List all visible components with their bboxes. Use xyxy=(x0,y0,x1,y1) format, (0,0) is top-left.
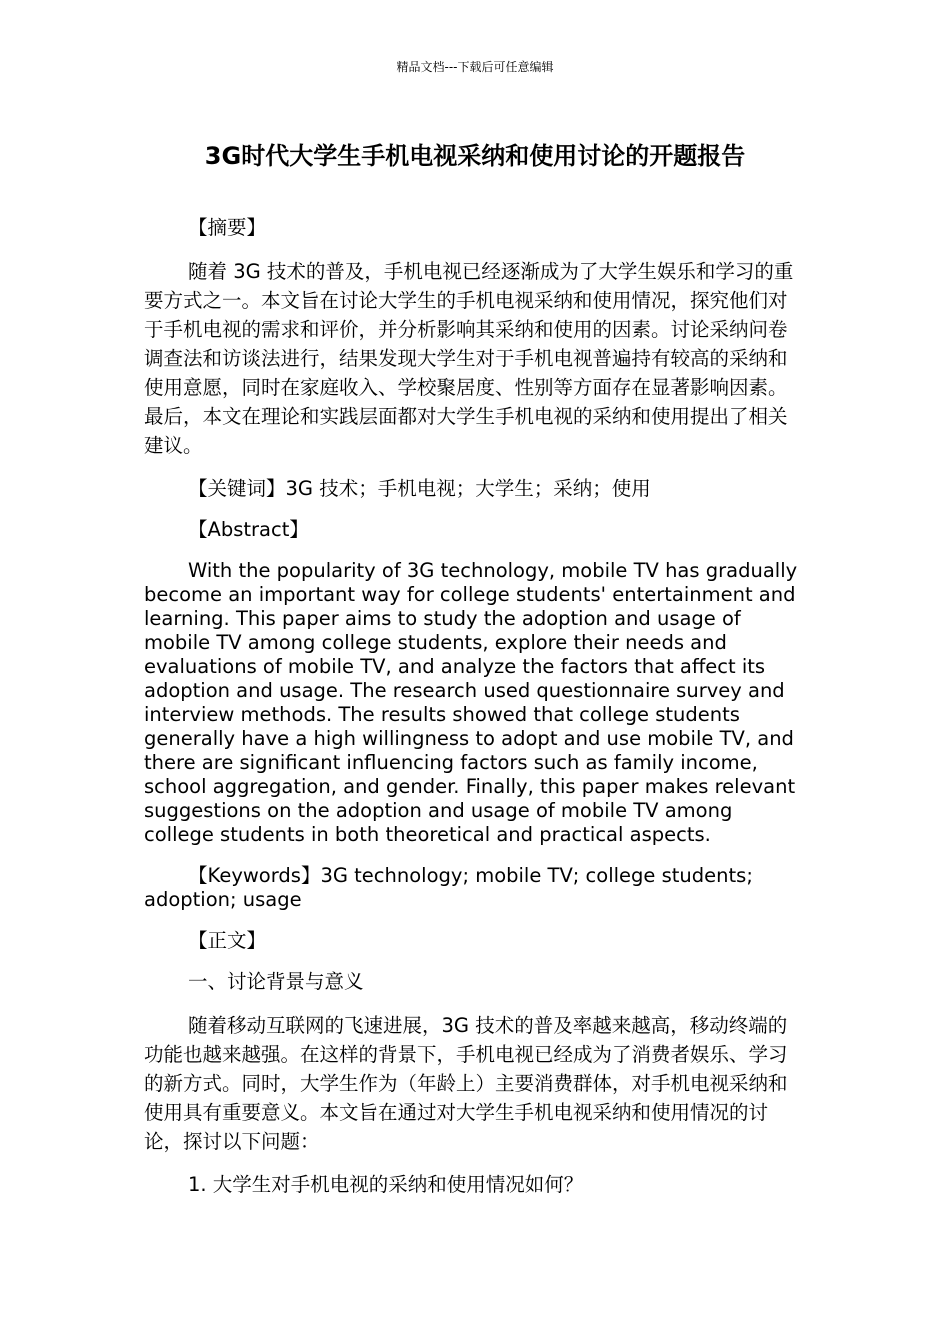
section1-heading: 一、讨论背景与意义 xyxy=(188,970,364,993)
keywords-cn: 【关键词】3G 技术；手机电视；大学生；采纳；使用 xyxy=(188,477,651,500)
abstract-en-paragraph: With the popularity of 3G technology, mobile TV has gradually become an important way for college students' entertainment and learning. This paper aims to study the adoption and usage of mobile TV among college students, explore their needs and evaluations of mobile TV, and analyze the factors that affect its adoption and usage. The research used questionnaire survey and interview methods. The results showed that college students generally have a high willingness to adopt and use mobile TV, and there are significant influencing factors such as family income, school aggregation, and gender. Finally, this paper makes relevant suggestions on the adoption and usage of mobile TV among college students in both theoretical and practical aspects. xyxy=(144,559,798,846)
abstract-paragraph: 随着 3G 技术的普及，手机电视已经逐渐成为了大学生娱乐和学习的重要方式之一。本文旨在讨论大学生的手机电视采纳和使用情况，探究他们对于手机电视的需求和评价，并分析影响其采纳和使用的因素。讨论采纳问卷调查法和访谈法进行，结果发现大学生对于手机电视普遍持有较高的采纳和使用意愿，同时在家庭收入、学校聚居度、性别等方面存在显著影响因素。最后，本文在理论和实践层面都对大学生手机电视的采纳和使用提出了相关建议。 xyxy=(144,260,794,457)
body-heading: 【正文】 xyxy=(188,929,267,952)
keywords-en: 【Keywords】3G technology; mobile TV; college students; adoption; usage xyxy=(144,864,753,911)
page-header-watermark: 精品文档---下载后可任意编辑 xyxy=(396,60,554,74)
document-body xyxy=(144,216,806,1197)
question-1: 1. 大学生对手机电视的采纳和使用情况如何？ xyxy=(188,1173,584,1196)
abstract-heading: 【摘要】 xyxy=(188,216,267,239)
document-title: 3G时代大学生手机电视采纳和使用讨论的开题报告 xyxy=(204,142,746,170)
section1-paragraph: 随着移动互联网的飞速进展，3G 技术的普及率越来越高，移动终端的功能也越来越强。在这样的背景下，手机电视已经成为了消费者娱乐、学习的新方式。同时，大学生作为（年龄上）主要消费群体，对手机电视采纳和使用具有重要意义。本文旨在通过对大学生手机电视采纳和使用情况的讨论，探讨以下问题： xyxy=(144,1014,788,1153)
abstract-en-heading: 【Abstract】 xyxy=(188,518,309,541)
